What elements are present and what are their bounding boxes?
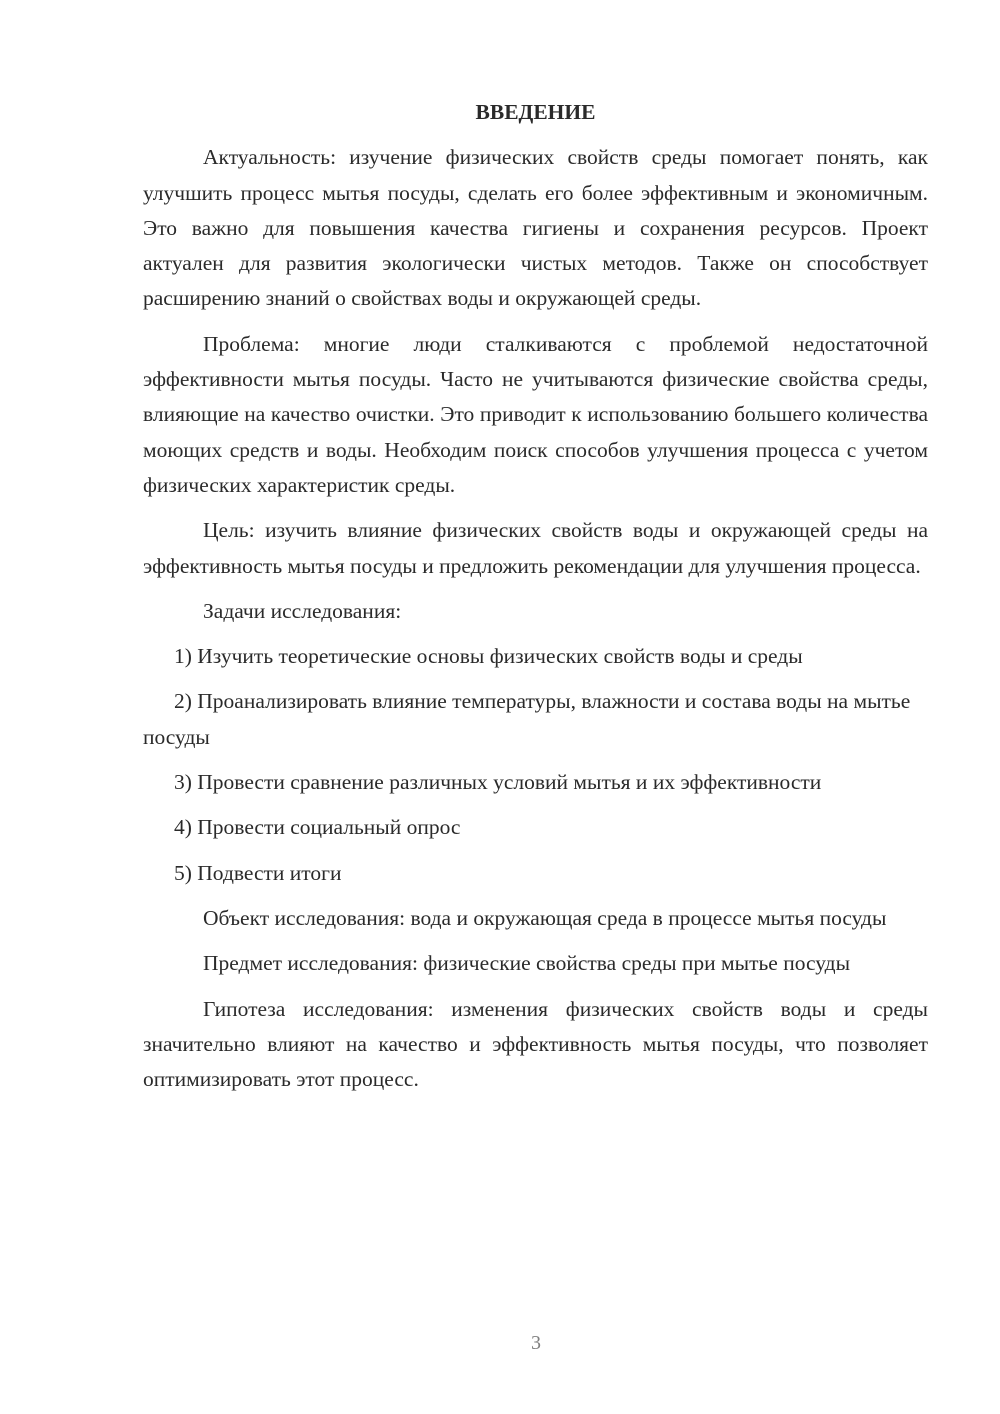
task-item-2: 2) Проанализировать влияние температуры, влажности и состава воды на мытье посуды [143,689,911,749]
object-paragraph: Объект исследования: вода и окружающая среда в процессе мытья посуды [203,905,887,930]
task-item-5: 5) Подвести итоги [174,860,342,885]
relevance-paragraph: Актуальность: изучение физических свойств среды помогает понять, как улучшить процесс мытья посуды, сделать его более эффективным и экономичным. Это важно для повышения качества гигиены и сохранения ресурсов. Проект актуален для развития экологически чистых методов. Также он способствует расширению знаний о свойствах воды и окружающей среды. [143,145,928,311]
tasks-heading: Задачи исследования: [203,598,402,623]
goal-paragraph: Цель: изучить влияние физических свойств воды и окружающей среды на эффективность мытья посуды и предложить рекомендации для улучшения процесса. [143,518,928,578]
task-item-1: 1) Изучить теоретические основы физических свойств воды и среды [174,644,803,669]
subject-paragraph: Предмет исследования: физические свойства среды при мытье посуды [203,951,851,976]
problem-paragraph: Проблема: многие люди сталкиваются с проблемой недостаточной эффективности мытья посуды. Часто не учитываются физические свойства среды, влияющие на качество очистки. Это приводит к использованию большего количества моющих средств и воды. Необходим поиск способов улучшения процесса с учетом физических характеристик среды. [143,331,928,497]
task-item-4: 4) Провести социальный опрос [174,815,461,840]
task-item-3: 3) Провести сравнение различных условий мытья и их эффективности [174,770,822,795]
hypothesis-paragraph: Гипотеза исследования: изменения физических свойств воды и среды значительно влияют на качество и эффективность мытья посуды, что позволяет оптимизировать этот процесс. [143,996,928,1092]
page-number: 3 [531,1332,541,1354]
section-title: ВВЕДЕНИЕ [475,100,596,124]
page-content [143,95,928,1107]
